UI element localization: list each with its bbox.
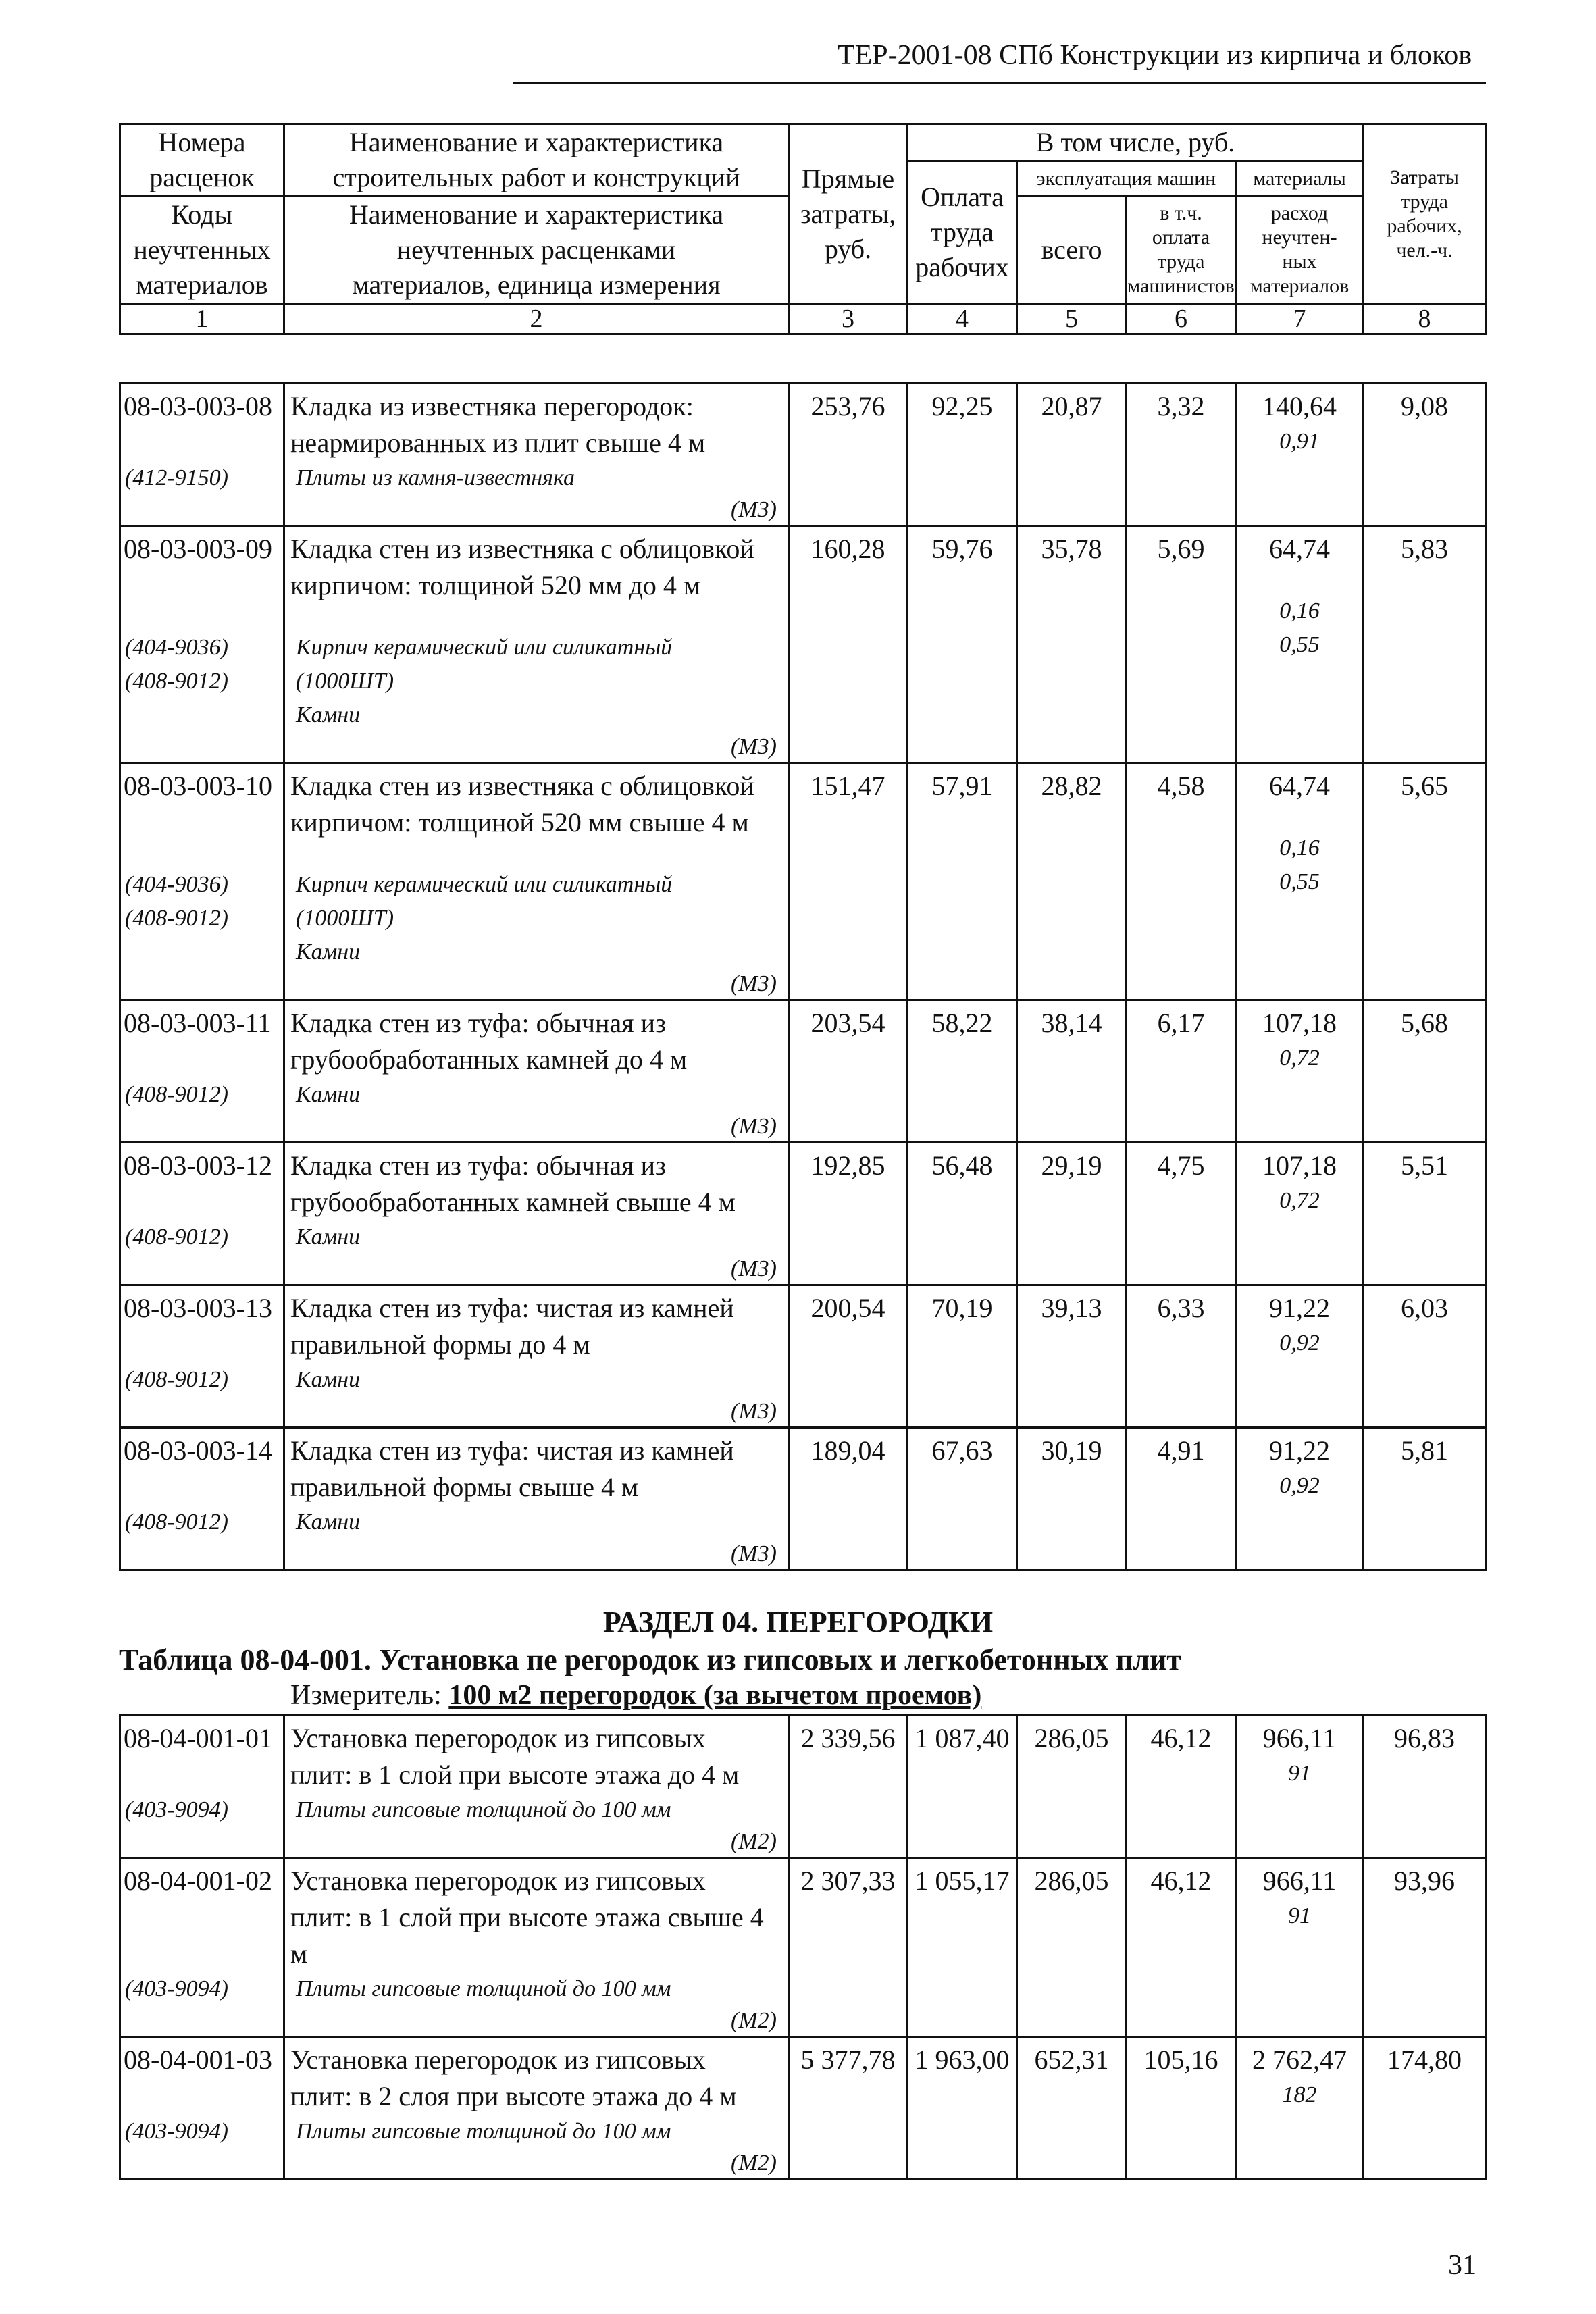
spacer: [124, 567, 280, 604]
unit-of-measure: (М3): [731, 497, 777, 522]
material-quantity: 0,55: [1279, 869, 1320, 894]
value-cell: 57,91: [908, 763, 1017, 1000]
material-quantity: 0,91: [1279, 429, 1320, 454]
material-name: Плиты гипсовые толщиной до 100 мм: [296, 1976, 671, 2001]
spacer: [124, 2078, 280, 2115]
material-code: (403-9094): [125, 1797, 228, 1822]
materials-value: 91,22: [1269, 1435, 1330, 1466]
labor-hours-cell: 5,51: [1364, 1143, 1486, 1285]
unit-of-measure: (М3): [731, 971, 777, 996]
rate-code: 08-03-003-14: [124, 1435, 272, 1466]
materials-cell: [1236, 1000, 1364, 1143]
rate-description-cell: [284, 1000, 789, 1143]
material-quantity: 0,72: [1279, 1188, 1320, 1213]
materials-value: 64,74: [1269, 534, 1330, 564]
materials-cell: [1236, 1143, 1364, 1285]
value-cell: 6,33: [1127, 1285, 1236, 1428]
unit-of-measure: (М3): [731, 1114, 777, 1139]
labor-hours-cell: 93,96: [1364, 1858, 1486, 2037]
value-cell: 253,76: [789, 384, 908, 526]
rate-code: 08-03-003-10: [124, 771, 272, 801]
rate-description-line: плит: в 2 слоя при высоте этажа до 4 м: [290, 2081, 737, 2111]
spacer: [1237, 567, 1362, 594]
value-cell: 203,54: [789, 1000, 908, 1143]
rate-description-cell: [284, 1428, 789, 1570]
rate-description-line: плит: в 1 слой при высоте этажа до 4 м: [290, 1759, 740, 1790]
rate-description-cell: [284, 1858, 789, 2037]
material-name: Камни: [296, 1225, 361, 1250]
rate-code-cell: [120, 1858, 284, 2037]
rate-description-line: м: [290, 1938, 308, 1969]
materials-value: 966,11: [1262, 1723, 1337, 1753]
materials-cell: [1236, 1858, 1364, 2037]
value-cell: 28,82: [1017, 763, 1127, 1000]
spacer: [124, 804, 280, 841]
header-worker-pay: Оплата труда рабочих: [908, 161, 1017, 304]
value-cell: 59,76: [908, 526, 1017, 763]
spacer: [124, 1899, 280, 1936]
spacer: [124, 1757, 280, 1793]
running-header: ТЕР-2001-08 СПб Конструкции из кирпича и блоков: [838, 40, 1472, 71]
rate-description-cell: [284, 1716, 789, 1858]
materials-value: 966,11: [1262, 1866, 1337, 1896]
material-name: Кирпич керамический или силикатный: [296, 635, 673, 660]
unit-of-measure: (М3): [731, 734, 777, 759]
labor-hours-cell: 6,03: [1364, 1285, 1486, 1428]
header-material-names: Наименование и характеристика неучтенных расценками материалов, единица измерения: [284, 197, 789, 304]
value-cell: 29,19: [1017, 1143, 1127, 1285]
header-unaccounted-materials: расход неучтен- ных материалов: [1236, 197, 1364, 304]
value-cell: 4,91: [1127, 1428, 1236, 1570]
rate-description-cell: [284, 1143, 789, 1285]
spacer: [124, 1469, 280, 1506]
material-name: Камни: [296, 1082, 361, 1107]
rate-description-line: Установка перегородок из гипсовых: [290, 1723, 706, 1753]
material-code: (408-9012): [125, 906, 228, 931]
rate-code-cell: [120, 526, 284, 763]
value-cell: 39,13: [1017, 1285, 1127, 1428]
unit-of-measure: (М2): [731, 2008, 777, 2033]
rate-row: [120, 384, 1486, 526]
rate-code: 08-03-003-11: [124, 1008, 272, 1038]
spacer: [124, 425, 280, 461]
materials-value: 2 762,47: [1252, 2045, 1347, 2075]
material-quantity: 0,72: [1279, 1046, 1320, 1071]
labor-hours-cell: 5,68: [1364, 1000, 1486, 1143]
rate-row: [120, 763, 1486, 1000]
material-name: Камни: [296, 1367, 361, 1392]
material-code: (404-9036): [125, 635, 228, 660]
rate-code: 08-04-001-03: [124, 2045, 272, 2075]
value-cell: 1 055,17: [908, 1858, 1017, 2037]
rate-code-cell: [120, 1143, 284, 1285]
value-cell: 200,54: [789, 1285, 908, 1428]
column-number-row: 1 2 3 4 5 6 7 8: [120, 304, 1486, 334]
rate-description-line: Кладка из известняка перегородок:: [290, 391, 694, 421]
header-operator-pay: в т.ч. оплата труда машинистов: [1127, 197, 1236, 304]
rate-description-line: правильной формы до 4 м: [290, 1329, 590, 1360]
value-cell: 652,31: [1017, 2037, 1127, 2180]
header-direct-costs: Прямые затраты, руб.: [789, 124, 908, 304]
materials-cell: [1236, 763, 1364, 1000]
rate-row: [120, 526, 1486, 763]
header-machines: эксплуатация машин: [1017, 161, 1236, 197]
materials-cell: [1236, 2037, 1364, 2180]
rate-row: [120, 1000, 1486, 1143]
value-cell: 1 963,00: [908, 2037, 1017, 2180]
rate-code: 08-03-003-13: [124, 1293, 272, 1323]
header-material-codes: Коды неучтенных материалов: [120, 197, 284, 304]
value-cell: 58,22: [908, 1000, 1017, 1143]
spacer: [124, 1042, 280, 1078]
value-cell: 105,16: [1127, 2037, 1236, 2180]
labor-hours-cell: 5,83: [1364, 526, 1486, 763]
material-quantity: 0,92: [1279, 1331, 1320, 1356]
material-code: (408-9012): [125, 1510, 228, 1535]
rate-code-cell: [120, 1285, 284, 1428]
header-machines-total: всего: [1017, 197, 1127, 304]
rate-row: [120, 1285, 1486, 1428]
rate-description-cell: [284, 526, 789, 763]
header-rate-numbers: Номера расценок: [120, 124, 284, 197]
material-name: Камни: [296, 940, 361, 965]
value-cell: 286,05: [1017, 1858, 1127, 2037]
rate-code: 08-03-003-09: [124, 534, 272, 564]
value-cell: 70,19: [908, 1285, 1017, 1428]
materials-cell: [1236, 1285, 1364, 1428]
section-title: РАЗДЕЛ 04. ПЕРЕГОРОДКИ: [602, 1605, 994, 1639]
value-cell: 67,63: [908, 1428, 1017, 1570]
unit-of-measure: (М3): [731, 1541, 777, 1566]
material-code: (404-9036): [125, 872, 228, 897]
unit-of-measure: (М3): [731, 1256, 777, 1281]
spacer: [1237, 804, 1362, 831]
rate-description-line: Кладка стен из известняка с облицовкой: [290, 534, 754, 564]
rate-description-line: Кладка стен из туфа: обычная из: [290, 1150, 666, 1181]
rate-description-cell: [284, 2037, 789, 2180]
rate-row: [120, 2037, 1486, 2180]
material-quantity: 91: [1288, 1903, 1311, 1928]
material-code: (403-9094): [125, 2119, 228, 2144]
rate-description-line: кирпичом: толщиной 520 мм до 4 м: [290, 570, 701, 600]
rate-description-line: плит: в 1 слой при высоте этажа свыше 4: [290, 1902, 764, 1932]
page-number: 31: [1448, 2250, 1476, 2281]
spacer: [124, 841, 280, 868]
value-cell: 286,05: [1017, 1716, 1127, 1858]
header-labor-hours: Затраты труда рабочих, чел.-ч.: [1364, 124, 1486, 304]
material-quantity: 182: [1282, 2082, 1317, 2107]
rate-code-cell: [120, 1000, 284, 1143]
value-cell: 1 087,40: [908, 1716, 1017, 1858]
rate-description-line: Кладка стен из туфа: обычная из: [290, 1008, 666, 1038]
material-code: (412-9150): [125, 465, 228, 490]
rate-code-cell: [120, 1716, 284, 1858]
labor-hours-cell: 96,83: [1364, 1716, 1486, 1858]
value-cell: 5 377,78: [789, 2037, 908, 2180]
rates-table-part-2: [119, 1714, 1487, 2180]
value-cell: 4,75: [1127, 1143, 1236, 1285]
rate-code: 08-04-001-01: [124, 1723, 272, 1753]
rate-row: [120, 1858, 1486, 2037]
spacer: [124, 1184, 280, 1220]
rate-description-cell: [284, 384, 789, 526]
spacer: [124, 1327, 280, 1363]
material-code: (408-9012): [125, 1082, 228, 1107]
material-quantity: 0,16: [1279, 598, 1320, 623]
rate-description-line: Установка перегородок из гипсовых: [290, 2045, 706, 2075]
rate-description-line: кирпичом: толщиной 520 мм свыше 4 м: [290, 807, 749, 838]
labor-hours-cell: 5,81: [1364, 1428, 1486, 1570]
rate-code-cell: [120, 763, 284, 1000]
materials-cell: [1236, 384, 1364, 526]
value-cell: 192,85: [789, 1143, 908, 1285]
rate-code-cell: [120, 2037, 284, 2180]
labor-hours-cell: 9,08: [1364, 384, 1486, 526]
rate-code: 08-03-003-08: [124, 391, 272, 421]
value-cell: 2 339,56: [789, 1716, 908, 1858]
header-including: В том числе, руб.: [908, 124, 1364, 161]
rate-description-line: грубообработанных камней до 4 м: [290, 1044, 688, 1075]
rate-code-cell: [120, 1428, 284, 1570]
rate-code: 08-04-001-02: [124, 1866, 272, 1896]
header-materials: материалы: [1236, 161, 1364, 197]
value-cell: 4,58: [1127, 763, 1236, 1000]
rate-description-line: неармированных из плит свыше 4 м: [290, 428, 706, 458]
rate-description-line: Кладка стен из туфа: чистая из камней: [290, 1435, 734, 1466]
material-code: (408-9012): [125, 1225, 228, 1250]
material-name: (1000ШТ): [296, 669, 394, 694]
rate-code-cell: [120, 384, 284, 526]
material-code: (408-9012): [125, 669, 228, 694]
material-name: Плиты гипсовые толщиной до 100 мм: [296, 2119, 671, 2144]
rate-description-cell: [284, 763, 789, 1000]
material-quantity: 0,92: [1279, 1473, 1320, 1498]
value-cell: 151,47: [789, 763, 908, 1000]
rate-description-line: Кладка стен из известняка с облицовкой: [290, 771, 754, 801]
measurement-unit: Измеритель: 100 м2 перегородок (за вычетом проемов): [290, 1680, 982, 1711]
rate-code: 08-03-003-12: [124, 1150, 272, 1181]
material-name: Плиты гипсовые толщиной до 100 мм: [296, 1797, 671, 1822]
unit-of-measure: (М2): [731, 2151, 777, 2176]
material-name: (1000ШТ): [296, 906, 394, 931]
value-cell: 30,19: [1017, 1428, 1127, 1570]
spacer: [290, 604, 782, 631]
value-cell: 46,12: [1127, 1858, 1236, 2037]
spacer: [290, 841, 782, 868]
rate-row: [120, 1428, 1486, 1570]
value-cell: 20,87: [1017, 384, 1127, 526]
materials-cell: [1236, 1716, 1364, 1858]
material-name: Камни: [296, 702, 361, 727]
material-name: Плиты из камня-известняка: [296, 465, 575, 490]
value-cell: 3,32: [1127, 384, 1236, 526]
materials-value: 140,64: [1262, 391, 1337, 421]
value-cell: 160,28: [789, 526, 908, 763]
rate-row: [120, 1716, 1486, 1858]
materials-value: 91,22: [1269, 1293, 1330, 1323]
material-name: Кирпич керамический или силикатный: [296, 872, 673, 897]
rate-description-line: правильной формы свыше 4 м: [290, 1472, 639, 1502]
value-cell: 35,78: [1017, 526, 1127, 763]
value-cell: 2 307,33: [789, 1858, 908, 2037]
material-name: Камни: [296, 1510, 361, 1535]
value-cell: 92,25: [908, 384, 1017, 526]
value-cell: 38,14: [1017, 1000, 1127, 1143]
table-title: Таблица 08-04-001. Установка пе регородок из гипсовых и легкобетонных плит: [119, 1643, 1181, 1676]
value-cell: 56,48: [908, 1143, 1017, 1285]
material-quantity: 91: [1288, 1761, 1311, 1786]
rate-description-cell: [284, 1285, 789, 1428]
spacer: [124, 604, 280, 631]
rate-description-line: грубообработанных камней свыше 4 м: [290, 1187, 736, 1217]
material-code: (403-9094): [125, 1976, 228, 2001]
header-rule: [513, 82, 1486, 84]
materials-cell: [1236, 526, 1364, 763]
value-cell: 46,12: [1127, 1716, 1236, 1858]
rate-description-line: Кладка стен из туфа: чистая из камней: [290, 1293, 734, 1323]
rates-table-part-1: [119, 382, 1487, 1571]
material-code: (408-9012): [125, 1367, 228, 1392]
materials-value: 107,18: [1262, 1008, 1337, 1038]
value-cell: 5,69: [1127, 526, 1236, 763]
material-quantity: 0,55: [1279, 632, 1320, 657]
material-quantity: 0,16: [1279, 835, 1320, 860]
rate-description-line: Установка перегородок из гипсовых: [290, 1866, 706, 1896]
rate-row: [120, 1143, 1486, 1285]
materials-cell: [1236, 1428, 1364, 1570]
column-header-table: [119, 123, 1487, 335]
labor-hours-cell: 174,80: [1364, 2037, 1486, 2180]
spacer: [124, 1936, 280, 1972]
materials-value: 64,74: [1269, 771, 1330, 801]
unit-of-measure: (М2): [731, 1829, 777, 1854]
unit-of-measure: (М3): [731, 1399, 777, 1424]
value-cell: 189,04: [789, 1428, 908, 1570]
materials-value: 107,18: [1262, 1150, 1337, 1181]
labor-hours-cell: 5,65: [1364, 763, 1486, 1000]
header-work-name: Наименование и характеристика строительных работ и конструкций: [284, 124, 789, 197]
value-cell: 6,17: [1127, 1000, 1236, 1143]
